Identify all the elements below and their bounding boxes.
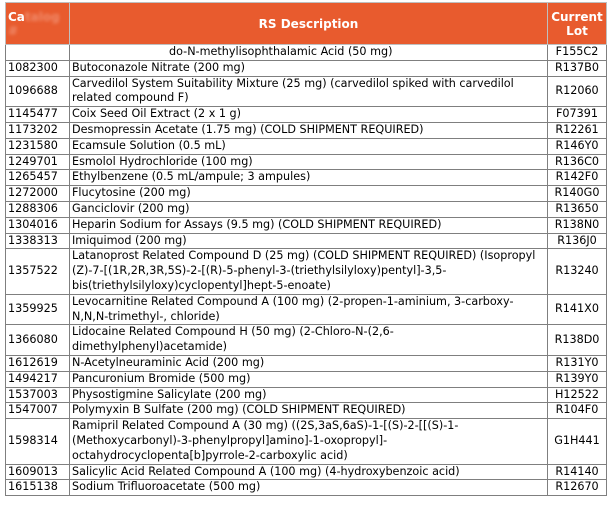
description-cell: Heparin Sodium for Assays (9.5 mg) (COLD SHIPMENT REQUIRED) [70, 217, 548, 233]
table-row [6, 480, 607, 496]
description-text: do-N-methylisophthalamic Acid (50 mg) [169, 45, 393, 58]
table-row [6, 76, 607, 107]
catalog-number-cell: 1338313 [6, 233, 70, 249]
description-cell: Esmolol Hydrochloride (100 mg) [70, 154, 548, 170]
catalog-number-cell: 1366080 [6, 325, 70, 356]
catalog-number-cell: 1537003 [6, 387, 70, 403]
description-cell: Carvedilol System Suitability Mixture (25 mg) (carvedilol spiked with carvedilol related compound F) [70, 76, 548, 107]
table-row [6, 107, 607, 123]
catalog-number-cell [6, 45, 70, 61]
table-row [6, 387, 607, 403]
description-cell: Salicylic Acid Related Compound A (100 mg) (4-hydroxybenzoic acid) [70, 464, 548, 480]
current-lot-cell: R13240 [548, 249, 607, 294]
current-lot-cell: R140G0 [548, 186, 607, 202]
current-lot-cell: R146Y0 [548, 138, 607, 154]
reference-standards-table [5, 2, 607, 496]
catalog-number-cell: 1494217 [6, 371, 70, 387]
current-lot-cell: R139Y0 [548, 371, 607, 387]
description-cell: Ecamsule Solution (0.5 mL) [70, 138, 548, 154]
current-lot-cell: R104F0 [548, 403, 607, 419]
current-lot-cell: R141X0 [548, 294, 607, 325]
catalog-number-cell: 1598314 [6, 419, 70, 464]
description-cell: N-Acetylneuraminic Acid (200 mg) [70, 355, 548, 371]
table-row [6, 403, 607, 419]
current-lot-cell: R142F0 [548, 170, 607, 186]
table-row [6, 122, 607, 138]
description-cell: Imiquimod (200 mg) [70, 233, 548, 249]
header-catalog: Catalog # [6, 3, 70, 45]
table-row [6, 419, 607, 464]
current-lot-cell: R12261 [548, 122, 607, 138]
catalog-number-cell: 1096688 [6, 76, 70, 107]
catalog-number-cell: 1249701 [6, 154, 70, 170]
catalog-number-cell: 1145477 [6, 107, 70, 123]
table-row [6, 233, 607, 249]
description-cell: Pancuronium Bromide (500 mg) [70, 371, 548, 387]
description-cell: Butoconazole Nitrate (200 mg) [70, 60, 548, 76]
table-row [6, 138, 607, 154]
description-cell: Polymyxin B Sulfate (200 mg) (COLD SHIPMENT REQUIRED) [70, 403, 548, 419]
table-row [6, 217, 607, 233]
table-row [6, 201, 607, 217]
description-cell: Ramipril Related Compound A (30 mg) ((2S,3aS,6aS)-1-[(S)-2-[[(S)-1-(Methoxycarbonyl)-3-phenylpropyl]amino]-1-oxopropyl]-octahydrocyclopenta[b]pyrrole-2-carboxylic acid) [70, 419, 548, 464]
table-row [6, 355, 607, 371]
catalog-number-cell: 1265457 [6, 170, 70, 186]
table-row [6, 154, 607, 170]
description-cell: Latanoprost Related Compound D (25 mg) (COLD SHIPMENT REQUIRED) (Isopropyl (Z)-7-[(1R,2R,3R,5S)-2-[(R)-5-phenyl-3-(triethylsilyloxy)pentyl]-3,5-bis(triethylsilyloxy)cyclopentyl]hept-5-enoate) [70, 249, 548, 294]
description-cell: Desmopressin Acetate (1.75 mg) (COLD SHIPMENT REQUIRED) [70, 122, 548, 138]
description-cell: Lidocaine Related Compound H (50 mg) (2-Chloro-N-(2,6-dimethylphenyl)acetamide) [70, 325, 548, 356]
table-row [6, 60, 607, 76]
current-lot-cell: R12670 [548, 480, 607, 496]
catalog-number-cell: 1173202 [6, 122, 70, 138]
description-cell: Ethylbenzene (0.5 mL/ampule; 3 ampules) [70, 170, 548, 186]
current-lot-cell: H12522 [548, 387, 607, 403]
catalog-number-cell: 1547007 [6, 403, 70, 419]
header-catalog-blurred: talog # [8, 9, 60, 38]
catalog-number-cell: 1609013 [6, 464, 70, 480]
catalog-number-cell: 1288306 [6, 201, 70, 217]
current-lot-cell: R138D0 [548, 325, 607, 356]
header-description: RS Description [70, 3, 548, 45]
header-current-lot: Current Lot [548, 3, 607, 45]
description-cell: Flucytosine (200 mg) [70, 186, 548, 202]
header-row [6, 3, 607, 45]
table-row [6, 45, 607, 61]
table-row [6, 170, 607, 186]
table-row [6, 186, 607, 202]
table-row [6, 371, 607, 387]
current-lot-cell: R138N0 [548, 217, 607, 233]
current-lot-cell: R136C0 [548, 154, 607, 170]
catalog-number-cell: 1272000 [6, 186, 70, 202]
current-lot-cell: F155C2 [548, 45, 607, 61]
catalog-number-cell: 1304016 [6, 217, 70, 233]
table-row [6, 325, 607, 356]
catalog-number-cell: 1357522 [6, 249, 70, 294]
catalog-number-cell: 1231580 [6, 138, 70, 154]
table-row [6, 249, 607, 294]
current-lot-cell: G1H441 [548, 419, 607, 464]
catalog-number-cell: 1359925 [6, 294, 70, 325]
catalog-number-cell: 1612619 [6, 355, 70, 371]
current-lot-cell: R13650 [548, 201, 607, 217]
description-cell: Coix Seed Oil Extract (2 x 1 g) [70, 107, 548, 123]
description-cell [70, 45, 548, 61]
current-lot-cell: R137B0 [548, 60, 607, 76]
catalog-number-cell: 1615138 [6, 480, 70, 496]
description-cell: Levocarnitine Related Compound A (100 mg) (2-propen-1-aminium, 3-carboxy-N,N,N-trimethyl-, chloride) [70, 294, 548, 325]
current-lot-cell: R12060 [548, 76, 607, 107]
current-lot-cell: R136J0 [548, 233, 607, 249]
current-lot-cell: R14140 [548, 464, 607, 480]
table-row [6, 464, 607, 480]
table-row [6, 294, 607, 325]
description-cell: Sodium Trifluoroacetate (500 mg) [70, 480, 548, 496]
current-lot-cell: F07391 [548, 107, 607, 123]
catalog-number-cell: 1082300 [6, 60, 70, 76]
description-cell: Physostigmine Salicylate (200 mg) [70, 387, 548, 403]
current-lot-cell: R131Y0 [548, 355, 607, 371]
description-cell: Ganciclovir (200 mg) [70, 201, 548, 217]
